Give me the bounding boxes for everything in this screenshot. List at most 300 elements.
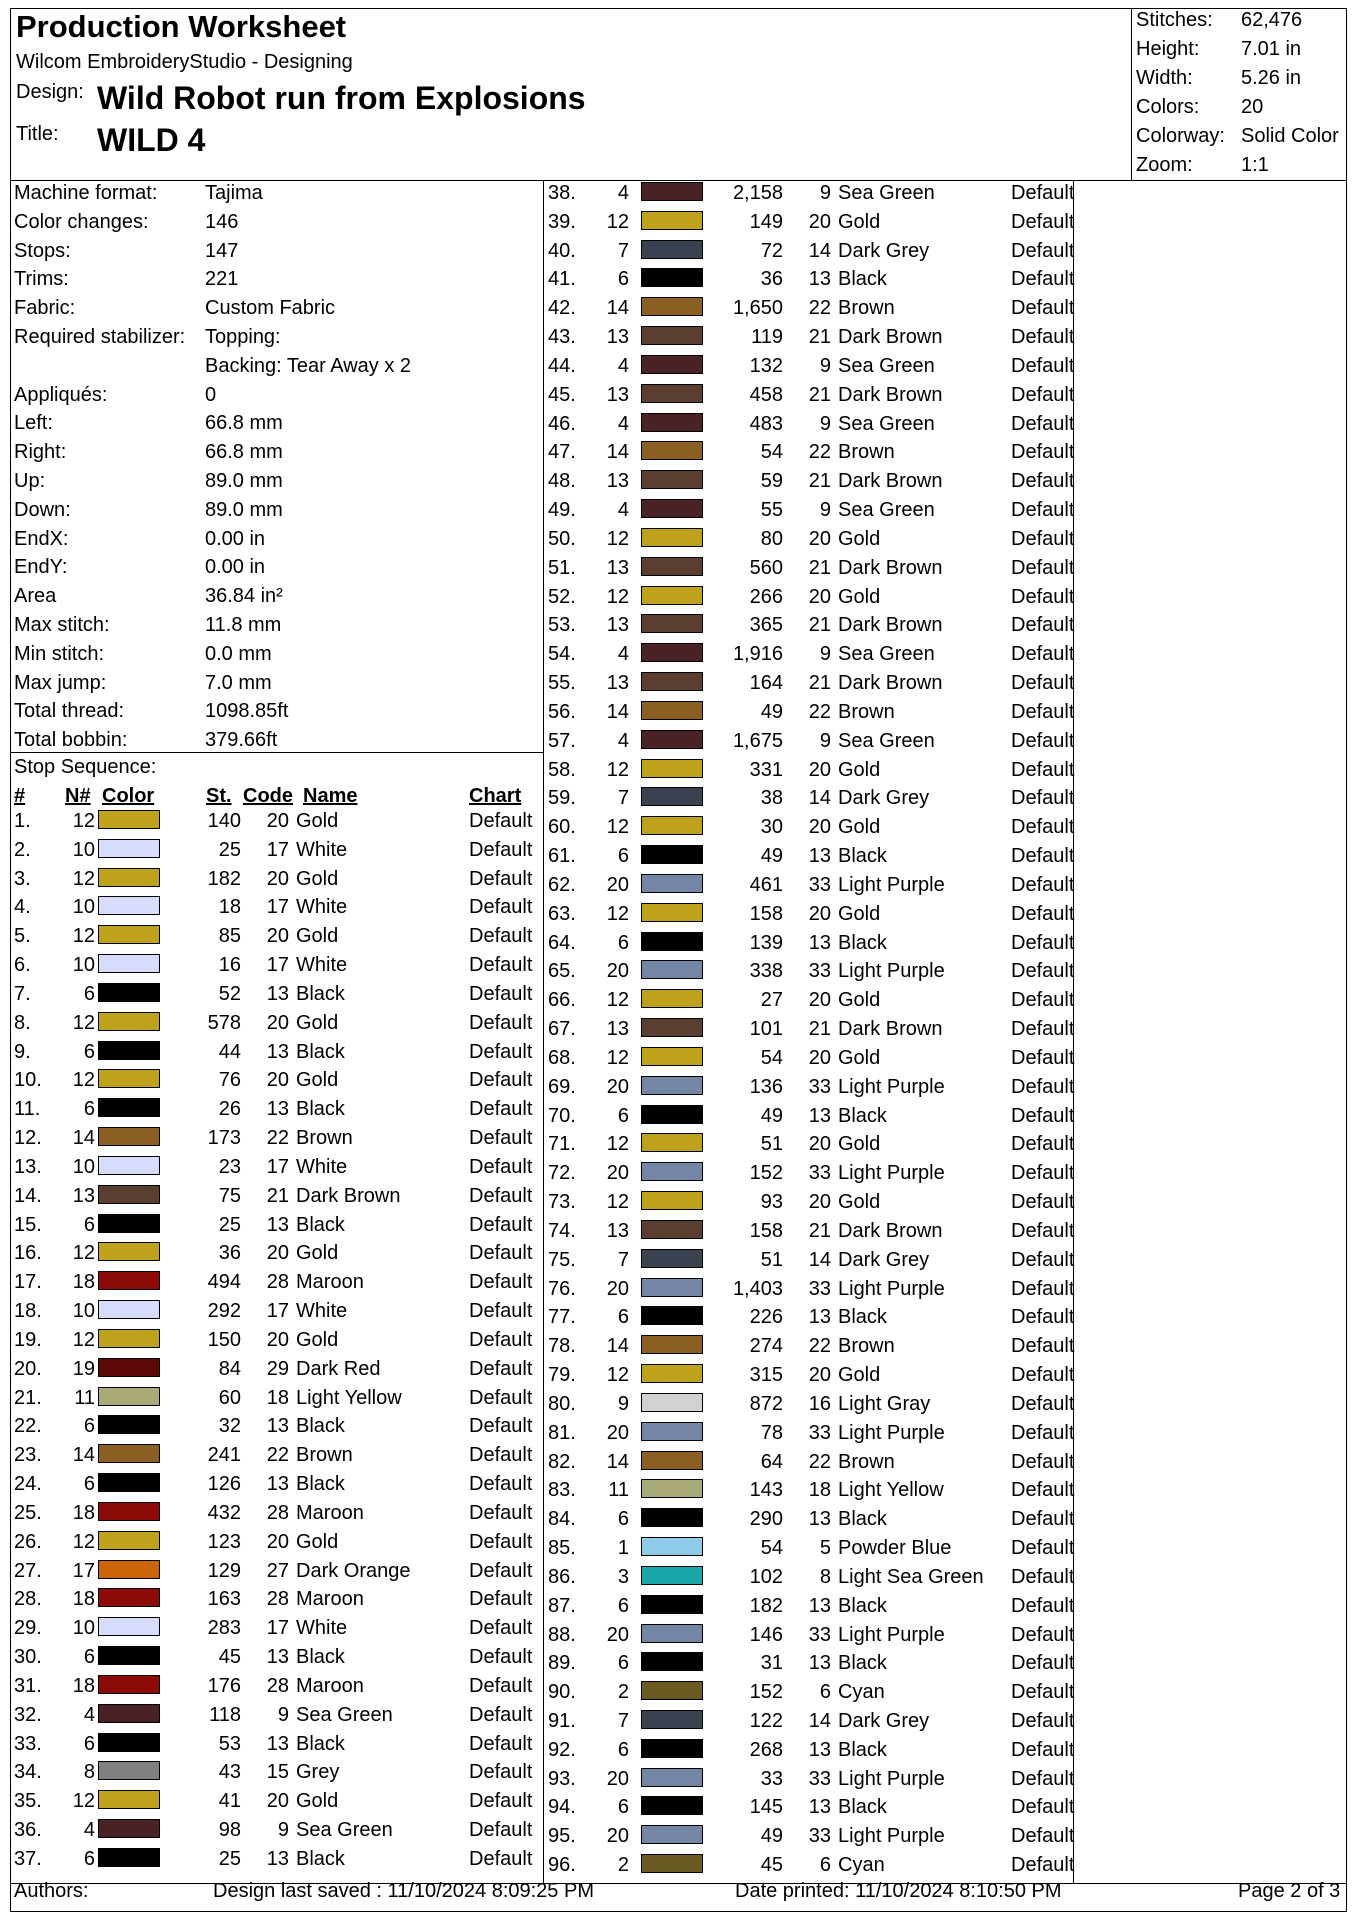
summary-value: 62,476 (1241, 9, 1303, 31)
stop-chart: Default (469, 1617, 533, 1640)
color-swatch (98, 1560, 160, 1579)
stop-code: 28 (266, 1501, 289, 1524)
date-printed: Date printed: 11/10/2024 8:10:50 PM (735, 1880, 1062, 1902)
stop-needle: 14 (606, 1335, 629, 1358)
summary-label: Colors: (1136, 96, 1200, 118)
stop-needle: 13 (606, 672, 629, 695)
stop-row (545, 816, 1073, 844)
stop-index: 59. (548, 787, 576, 810)
stop-stitches: 55 (760, 499, 783, 522)
info-label: Down: (14, 498, 71, 521)
stop-needle: 18 (72, 1271, 95, 1294)
summary-label: Height: (1136, 38, 1200, 60)
stop-needle: 20 (606, 1421, 629, 1444)
stop-row (545, 1306, 1073, 1334)
stop-needle: 12 (606, 816, 629, 839)
stop-stitches: 25 (218, 1847, 241, 1870)
stop-row (545, 701, 1073, 729)
info-value: 221 (205, 268, 239, 291)
stop-row (545, 441, 1073, 469)
summary-label: Width: (1136, 67, 1193, 89)
stop-stitches: 27 (760, 989, 783, 1012)
info-label: Total thread: (14, 700, 125, 723)
stop-row (545, 1335, 1073, 1363)
stop-chart: Default (469, 1069, 533, 1092)
stop-stitches: 51 (760, 1133, 783, 1156)
stop-chart: Default (469, 1588, 533, 1611)
stop-needle: 14 (606, 441, 629, 464)
stop-row (545, 586, 1073, 614)
stop-needle: 13 (606, 383, 629, 406)
stop-row (11, 896, 539, 924)
stop-row (545, 1710, 1073, 1738)
stop-index: 66. (548, 989, 576, 1012)
color-swatch (641, 932, 703, 951)
info-value: 147 (205, 239, 239, 262)
stop-color-name: Brown (838, 700, 895, 723)
info-value: 146 (205, 210, 239, 233)
title-label: Title: (16, 123, 59, 145)
stop-chart: Default (1011, 1219, 1075, 1242)
stop-color-name: Gold (296, 1011, 339, 1034)
stop-index: 55. (548, 672, 576, 695)
stop-needle: 2 (617, 1854, 629, 1877)
stop-code: 33 (808, 873, 831, 896)
title-value: WILD 4 (97, 122, 206, 158)
stop-stitches: 163 (207, 1588, 241, 1611)
stop-chart: Default (1011, 1565, 1075, 1588)
stop-row (545, 1249, 1073, 1277)
header-divider (11, 180, 1346, 181)
stop-index: 1. (14, 810, 31, 832)
stop-index: 63. (548, 902, 576, 925)
stop-needle: 13 (72, 1184, 95, 1207)
stop-needle: 10 (72, 1300, 95, 1323)
stop-needle: 12 (606, 758, 629, 781)
color-swatch (641, 441, 703, 460)
color-swatch (641, 759, 703, 778)
summary-value: 7.01 in (1241, 38, 1302, 60)
stop-row (545, 787, 1073, 815)
stop-row (11, 1329, 539, 1357)
color-swatch (641, 1220, 703, 1239)
stop-row (11, 1271, 539, 1299)
stop-chart: Default (1011, 960, 1075, 983)
stop-chart: Default (469, 954, 533, 977)
stop-stitches: 31 (760, 1652, 783, 1675)
summary-label: Stitches: (1136, 9, 1213, 31)
stop-color-name: Sea Green (838, 499, 935, 522)
stop-stitches: 25 (218, 838, 241, 861)
stop-code: 13 (266, 1415, 289, 1438)
stop-row (545, 1739, 1073, 1767)
stop-code: 13 (808, 1508, 831, 1531)
stop-color-name: Maroon (296, 1271, 364, 1294)
stop-index: 40. (548, 239, 576, 262)
stop-needle: 4 (617, 729, 629, 752)
stop-color-name: Gold (296, 1530, 339, 1553)
stop-color-name: Light Purple (838, 1162, 945, 1185)
stop-index: 53. (548, 614, 576, 637)
stop-row (545, 903, 1073, 931)
stop-stitches: 78 (760, 1421, 783, 1444)
stop-row (545, 1364, 1073, 1392)
stop-needle: 12 (72, 867, 95, 890)
stop-row (545, 1451, 1073, 1479)
stop-row (11, 1214, 539, 1242)
stop-chart: Default (469, 1559, 533, 1582)
stop-index: 50. (548, 527, 576, 550)
color-swatch (641, 1739, 703, 1758)
stop-row (545, 845, 1073, 873)
stop-needle: 12 (72, 1790, 95, 1813)
stop-stitches: 432 (207, 1501, 241, 1524)
stop-index: 88. (548, 1623, 576, 1646)
stop-index: 47. (548, 441, 576, 464)
stop-color-name: Gold (838, 585, 881, 608)
stop-needle: 12 (606, 989, 629, 1012)
stop-row (545, 672, 1073, 700)
stop-color-name: Gold (838, 902, 881, 925)
stop-row (545, 1105, 1073, 1133)
color-swatch (98, 1848, 160, 1867)
stop-row (11, 1444, 539, 1472)
stop-code: 8 (819, 1565, 831, 1588)
stop-row (11, 1069, 539, 1097)
info-label: Max stitch: (14, 614, 110, 636)
stop-code: 21 (808, 556, 831, 579)
stop-row (545, 1537, 1073, 1565)
stop-chart: Default (1011, 1681, 1075, 1704)
color-swatch (98, 1300, 160, 1319)
stop-index: 24. (14, 1473, 42, 1496)
stop-row (11, 1012, 539, 1040)
info-label: Trims: (14, 268, 69, 291)
stop-row (545, 470, 1073, 498)
stop-needle: 6 (83, 1646, 95, 1669)
stop-chart: Default (1011, 499, 1075, 522)
stop-index: 34. (14, 1761, 42, 1784)
stop-stitches: 143 (749, 1479, 783, 1502)
stop-chart: Default (1011, 758, 1075, 781)
stop-chart: Default (1011, 527, 1075, 550)
color-swatch (641, 1105, 703, 1124)
stop-needle: 4 (83, 1819, 95, 1842)
stop-index: 81. (548, 1421, 576, 1444)
stop-needle: 12 (72, 1328, 95, 1351)
stop-color-name: Dark Grey (838, 1248, 930, 1271)
stop-code: 17 (266, 1617, 289, 1640)
stop-stitches: 76 (218, 1069, 241, 1092)
stop-chart: Default (469, 1328, 533, 1351)
stop-stitches: 241 (207, 1444, 241, 1467)
stop-code: 13 (808, 1738, 831, 1761)
stop-needle: 6 (83, 1847, 95, 1870)
stop-chart: Default (469, 1444, 533, 1467)
stop-index: 67. (548, 1018, 576, 1041)
info-label: Required stabilizer: (14, 326, 186, 348)
stop-code: 17 (266, 954, 289, 977)
stop-color-name: Black (296, 1040, 345, 1063)
stop-row (545, 1220, 1073, 1248)
stop-chart: Default (1011, 1537, 1075, 1559)
stop-row (545, 1825, 1073, 1853)
stop-chart: Default (1011, 1796, 1075, 1819)
stop-row (11, 925, 539, 953)
stop-color-name: Black (838, 1508, 887, 1531)
stop-code: 21 (808, 326, 831, 349)
color-swatch (641, 1047, 703, 1066)
page-number: Page 2 of 3 (1238, 1880, 1341, 1902)
stop-needle: 20 (606, 1623, 629, 1646)
color-swatch (641, 297, 703, 316)
color-swatch (641, 1422, 703, 1441)
stop-stitches: 560 (749, 556, 783, 579)
stop-chart: Default (1011, 1075, 1075, 1098)
stop-index: 10. (14, 1069, 42, 1092)
stop-row (545, 557, 1073, 585)
stop-code: 28 (266, 1588, 289, 1611)
color-swatch (98, 868, 160, 887)
stop-chart: Default (1011, 729, 1075, 752)
stop-row (545, 182, 1073, 210)
info-value: 0 (205, 383, 217, 406)
stop-stitches: 38 (760, 787, 783, 810)
info-label: Total bobbin: (14, 729, 128, 752)
color-swatch (641, 1364, 703, 1383)
color-swatch (641, 730, 703, 749)
stop-code: 15 (266, 1761, 289, 1784)
stop-row (11, 1761, 539, 1789)
color-swatch (98, 1242, 160, 1261)
stop-color-name: White (296, 896, 348, 919)
stop-chart: Default (1011, 1392, 1075, 1415)
stop-row (545, 528, 1073, 556)
stop-index: 2. (14, 838, 31, 861)
stop-code: 13 (266, 982, 289, 1005)
stop-needle: 10 (72, 838, 95, 861)
stop-index: 43. (548, 326, 576, 349)
stop-color-name: Gold (296, 1069, 339, 1092)
stop-code: 13 (808, 1594, 831, 1617)
stop-chart: Default (469, 1011, 533, 1034)
stop-chart: Default (1011, 1046, 1075, 1069)
info-value: Tajima (205, 182, 263, 204)
color-swatch (98, 1387, 160, 1406)
stop-chart: Default (469, 1213, 533, 1236)
stop-row (545, 1508, 1073, 1536)
color-swatch (641, 413, 703, 432)
stop-stitches: 122 (749, 1709, 783, 1732)
color-swatch (641, 1393, 703, 1412)
stop-chart: Default (469, 1732, 533, 1755)
stop-stitches: 52 (218, 982, 241, 1005)
color-swatch (98, 1704, 160, 1723)
color-swatch (641, 1710, 703, 1729)
color-swatch (98, 1415, 160, 1434)
stop-needle: 6 (83, 1415, 95, 1438)
stop-chart: Default (1011, 1854, 1075, 1877)
stop-color-name: Gold (838, 1046, 881, 1069)
stop-color-name: Dark Brown (838, 383, 943, 406)
info-value: 66.8 mm (205, 412, 283, 435)
stop-color-name: Black (838, 1104, 887, 1127)
stop-color-name: Light Purple (838, 1767, 945, 1790)
stop-color-name: White (296, 838, 348, 861)
stop-chart: Default (1011, 1623, 1075, 1646)
stop-stitches: 43 (218, 1761, 241, 1784)
stop-index: 27. (14, 1559, 42, 1582)
stop-stitches: 98 (218, 1819, 241, 1842)
stop-color-name: Black (296, 1847, 345, 1870)
stop-index: 72. (548, 1162, 576, 1185)
info-label: Stops: (14, 239, 71, 262)
stop-code: 13 (266, 1646, 289, 1669)
stop-row (545, 1422, 1073, 1450)
stop-code: 33 (808, 1277, 831, 1300)
stop-row (11, 1704, 539, 1732)
stop-code: 13 (266, 1098, 289, 1121)
stop-row (545, 1681, 1073, 1709)
stop-index: 8. (14, 1011, 31, 1034)
stop-color-name: Black (296, 1098, 345, 1121)
stop-color-name: Gold (838, 1364, 881, 1387)
stop-code: 22 (808, 1450, 831, 1473)
info-label: Up: (14, 470, 46, 492)
stop-index: 37. (14, 1847, 42, 1870)
stop-index: 19. (14, 1328, 42, 1351)
worksheet-page (10, 8, 1347, 1912)
stop-stitches: 872 (749, 1392, 783, 1415)
color-swatch (98, 1675, 160, 1694)
stop-chart: Default (1011, 1479, 1075, 1502)
stop-row (11, 1358, 539, 1386)
stop-needle: 13 (606, 470, 629, 493)
stop-code: 13 (266, 1732, 289, 1755)
stop-index: 89. (548, 1652, 576, 1675)
stop-color-name: Gold (838, 989, 881, 1012)
stop-stitches: 123 (207, 1530, 241, 1553)
stop-index: 31. (14, 1674, 42, 1697)
stop-stitches: 461 (749, 873, 783, 896)
stop-stitches: 1,916 (732, 643, 783, 666)
stop-row (11, 1041, 539, 1069)
color-swatch (641, 1681, 703, 1700)
stop-code: 6 (819, 1854, 831, 1877)
stop-code: 13 (808, 931, 831, 954)
stop-stitches: 118 (209, 1703, 241, 1726)
color-swatch (98, 1127, 160, 1146)
stop-code: 20 (808, 1046, 831, 1069)
color-swatch (641, 960, 703, 979)
summary-value: 20 (1241, 96, 1264, 118)
stop-index: 3. (14, 867, 31, 890)
stop-chart: Default (1011, 1335, 1075, 1358)
color-swatch (641, 384, 703, 403)
stop-code: 22 (808, 297, 831, 320)
stop-chart: Default (1011, 700, 1075, 723)
stop-code: 21 (808, 1219, 831, 1242)
stop-color-name: Cyan (838, 1681, 885, 1704)
color-swatch (641, 240, 703, 259)
stop-index: 41. (548, 268, 576, 291)
stop-stitches: 1,650 (732, 297, 783, 320)
info-value: 7.0 mm (205, 671, 272, 694)
stop-chart: Default (469, 1155, 533, 1178)
stop-chart: Default (1011, 1277, 1075, 1300)
stop-stitches: 139 (749, 931, 783, 954)
stop-stitches: 1,675 (732, 729, 783, 752)
stop-row (11, 983, 539, 1011)
stop-row (545, 874, 1073, 902)
stop-index: 71. (548, 1133, 576, 1156)
stop-code: 21 (808, 1018, 831, 1041)
color-swatch (641, 1595, 703, 1614)
color-swatch (641, 1624, 703, 1643)
stop-needle: 8 (83, 1761, 95, 1784)
stop-index: 35. (14, 1790, 42, 1813)
stop-index: 57. (548, 729, 576, 752)
stop-color-name: Gold (296, 1790, 339, 1813)
stop-code: 17 (266, 896, 289, 919)
stop-needle: 6 (83, 982, 95, 1005)
stop-chart: Default (1011, 1709, 1075, 1732)
stop-code: 13 (266, 1213, 289, 1236)
stop-index: 13. (14, 1155, 42, 1178)
stop-code: 5 (819, 1537, 831, 1559)
info-label: EndY: (14, 556, 68, 579)
stop-color-name: Black (838, 1738, 887, 1761)
stop-row (11, 1531, 539, 1559)
color-swatch (641, 1652, 703, 1671)
stop-stitches: 494 (207, 1271, 241, 1294)
stop-chart: Default (469, 1646, 533, 1669)
stop-color-name: Black (838, 931, 887, 954)
stop-index: 33. (14, 1732, 42, 1755)
info-label: Color changes: (14, 210, 149, 233)
stop-row (545, 1393, 1073, 1421)
stop-stitches: 274 (749, 1335, 783, 1358)
stop-index: 21. (14, 1386, 42, 1409)
stop-needle: 11 (74, 1386, 95, 1409)
stop-needle: 19 (72, 1357, 95, 1380)
stop-needle: 20 (606, 960, 629, 983)
stop-chart: Default (1011, 902, 1075, 925)
stop-color-name: Brown (838, 441, 895, 464)
stop-code: 9 (819, 412, 831, 435)
stop-row (545, 989, 1073, 1017)
stop-chart: Default (1011, 1133, 1075, 1156)
col-header-name: Name (303, 785, 358, 807)
color-swatch (98, 983, 160, 1002)
stop-stitches: 119 (751, 326, 783, 349)
stop-color-name: Sea Green (296, 1819, 393, 1842)
stop-row (545, 499, 1073, 527)
stop-code: 6 (819, 1681, 831, 1704)
stop-color-name: Dark Grey (838, 1709, 930, 1732)
stop-code: 9 (277, 1819, 289, 1842)
stop-needle: 18 (72, 1501, 95, 1524)
stop-chart: Default (1011, 1450, 1075, 1473)
stop-row (545, 960, 1073, 988)
stop-code: 20 (808, 758, 831, 781)
stop-index: 14. (14, 1184, 42, 1207)
stop-color-name: Light Purple (838, 960, 945, 983)
stop-row (11, 1127, 539, 1155)
stop-stitches: 173 (207, 1127, 241, 1150)
stop-index: 25. (14, 1501, 42, 1524)
stop-index: 6. (14, 954, 31, 977)
